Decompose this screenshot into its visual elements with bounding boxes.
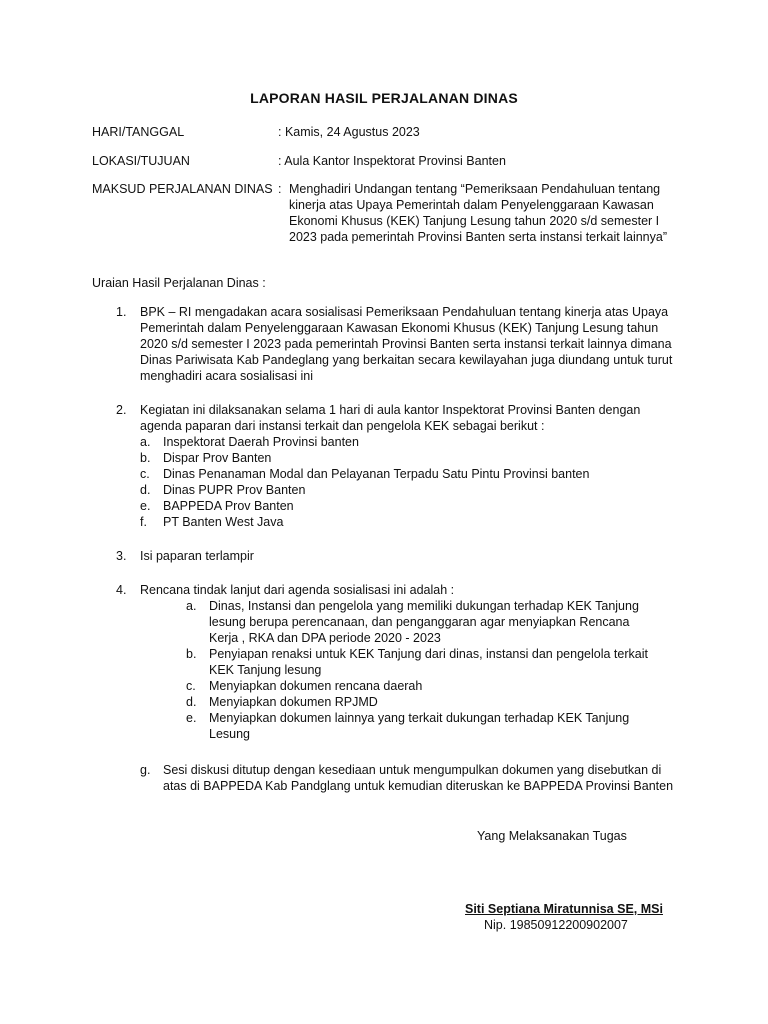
maksud-label: MAKSUD PERJALANAN DINAS [92,182,273,196]
sub-letter: f. [140,515,147,529]
lokasi-label: LOKASI/TUJUAN [92,154,190,168]
item-4-sublist [186,598,666,742]
sub-text: Dinas PUPR Prov Banten [163,483,306,497]
sub-text: Menyiapkan dokumen RPJMD [209,695,378,709]
lokasi-value: : Aula Kantor Inspektorat Provinsi Banten [278,154,506,168]
sub-text: Dinas Penanaman Modal dan Pelayanan Terpadu Satu Pintu Provinsi banten [163,467,590,481]
document-title: LAPORAN HASIL PERJALANAN DINAS [250,90,518,106]
sub-letter: d. [140,483,151,497]
sub-text: Dinas, Instansi dan pengelola yang memiliki dukungan terhadap KEK Tanjung lesung berupa perencanaan, dan penganggaran agar menyiapkan Rencana Kerja , RKA dan DPA periode 2020 - 2023 [209,599,639,645]
signature-closing: Yang Melaksanakan Tugas [477,829,627,843]
item-2-text: Kegiatan ini dilaksanakan selama 1 hari di aula kantor Inspektorat Provinsi Banten dengan agenda paparan dari instansi terkait dan pengelola KEK sebagai berikut : [140,403,641,433]
sub-letter: a. [186,599,197,613]
list-item [186,646,666,678]
sub-letter: c. [186,679,196,693]
sub-letter: d. [186,695,197,709]
uraian-heading: Uraian Hasil Perjalanan Dinas : [92,276,266,290]
sub-text: Menyiapkan dokumen lainnya yang terkait dukungan terhadap KEK Tanjung Lesung [209,711,630,741]
list-item [186,710,666,742]
list-item [186,694,666,710]
item-g-text: Sesi diskusi ditutup dengan kesediaan untuk mengumpulkan dokumen yang disebutkan di atas di BAPPEDA Kab Pandglang untuk kemudian diteruskan ke BAPPEDA Provinsi Banten [163,763,674,793]
hari-tanggal-label: HARI/TANGGAL [92,125,185,139]
sub-text: Menyiapkan dokumen rencana daerah [209,679,423,693]
sub-text: Penyiapan renaksi untuk KEK Tanjung dari dinas, instansi dan pengelola terkait KEK Tanjung lesung [209,647,648,677]
item-1-text: BPK – RI mengadakan acara sosialisasi Pemeriksaan Pendahuluan tentang kinerja atas Upaya Pemerintah dalam Penyelenggaraan Kawasan Ekonomi Khusus (KEK) Tanjung Lesung tahun 2020 s/d semester I 2023 pada pemerintah Provinsi Banten serta instansi terkait lainnya dimana Dinas Pariwisata Kab Pandeglang yang berkaitan secara kewilayahan juga diundang untuk turut menghadiri acara sosialisasi ini [140,305,673,383]
sub-text: Dispar Prov Banten [163,451,272,465]
item-4-number: 4. [116,583,127,597]
sub-letter: e. [186,711,197,725]
item-3-number: 3. [116,549,127,563]
item-1-number: 1. [116,305,127,319]
sub-text: BAPPEDA Prov Banten [163,499,294,513]
item-4-text: Rencana tindak lanjut dari agenda sosialisasi ini adalah : [140,583,455,597]
signatory-name: Siti Septiana Miratunnisa SE, MSi [465,902,663,916]
sub-text: Inspektorat Daerah Provinsi banten [163,435,359,449]
sub-letter: a. [140,435,151,449]
sub-letter: c. [140,467,150,481]
sub-letter: e. [140,499,151,513]
hari-tanggal-value: : Kamis, 24 Agustus 2023 [278,125,420,139]
maksud-value: Menghadiri Undangan tentang “Pemeriksaan Pendahuluan tentang kinerja atas Upaya Pemerintah dalam Penyelenggaraan Kawasan Ekonomi Khusus (KEK) Tanjung Lesung tahun 2020 s/d semester I 2023 pada pemerintah Provinsi Banten serta instansi terkait lainnya” [289,182,667,244]
list-item [186,678,666,694]
signatory-nip: Nip. 19850912200902007 [484,918,628,932]
sub-text: PT Banten West Java [163,515,284,529]
item-g-letter: g. [140,763,151,777]
sub-letter: b. [186,647,197,661]
list-item [186,598,666,646]
maksud-colon: : [278,182,282,196]
sub-letter: b. [140,451,151,465]
item-2-number: 2. [116,403,127,417]
item-3-text: Isi paparan terlampir [140,549,254,563]
